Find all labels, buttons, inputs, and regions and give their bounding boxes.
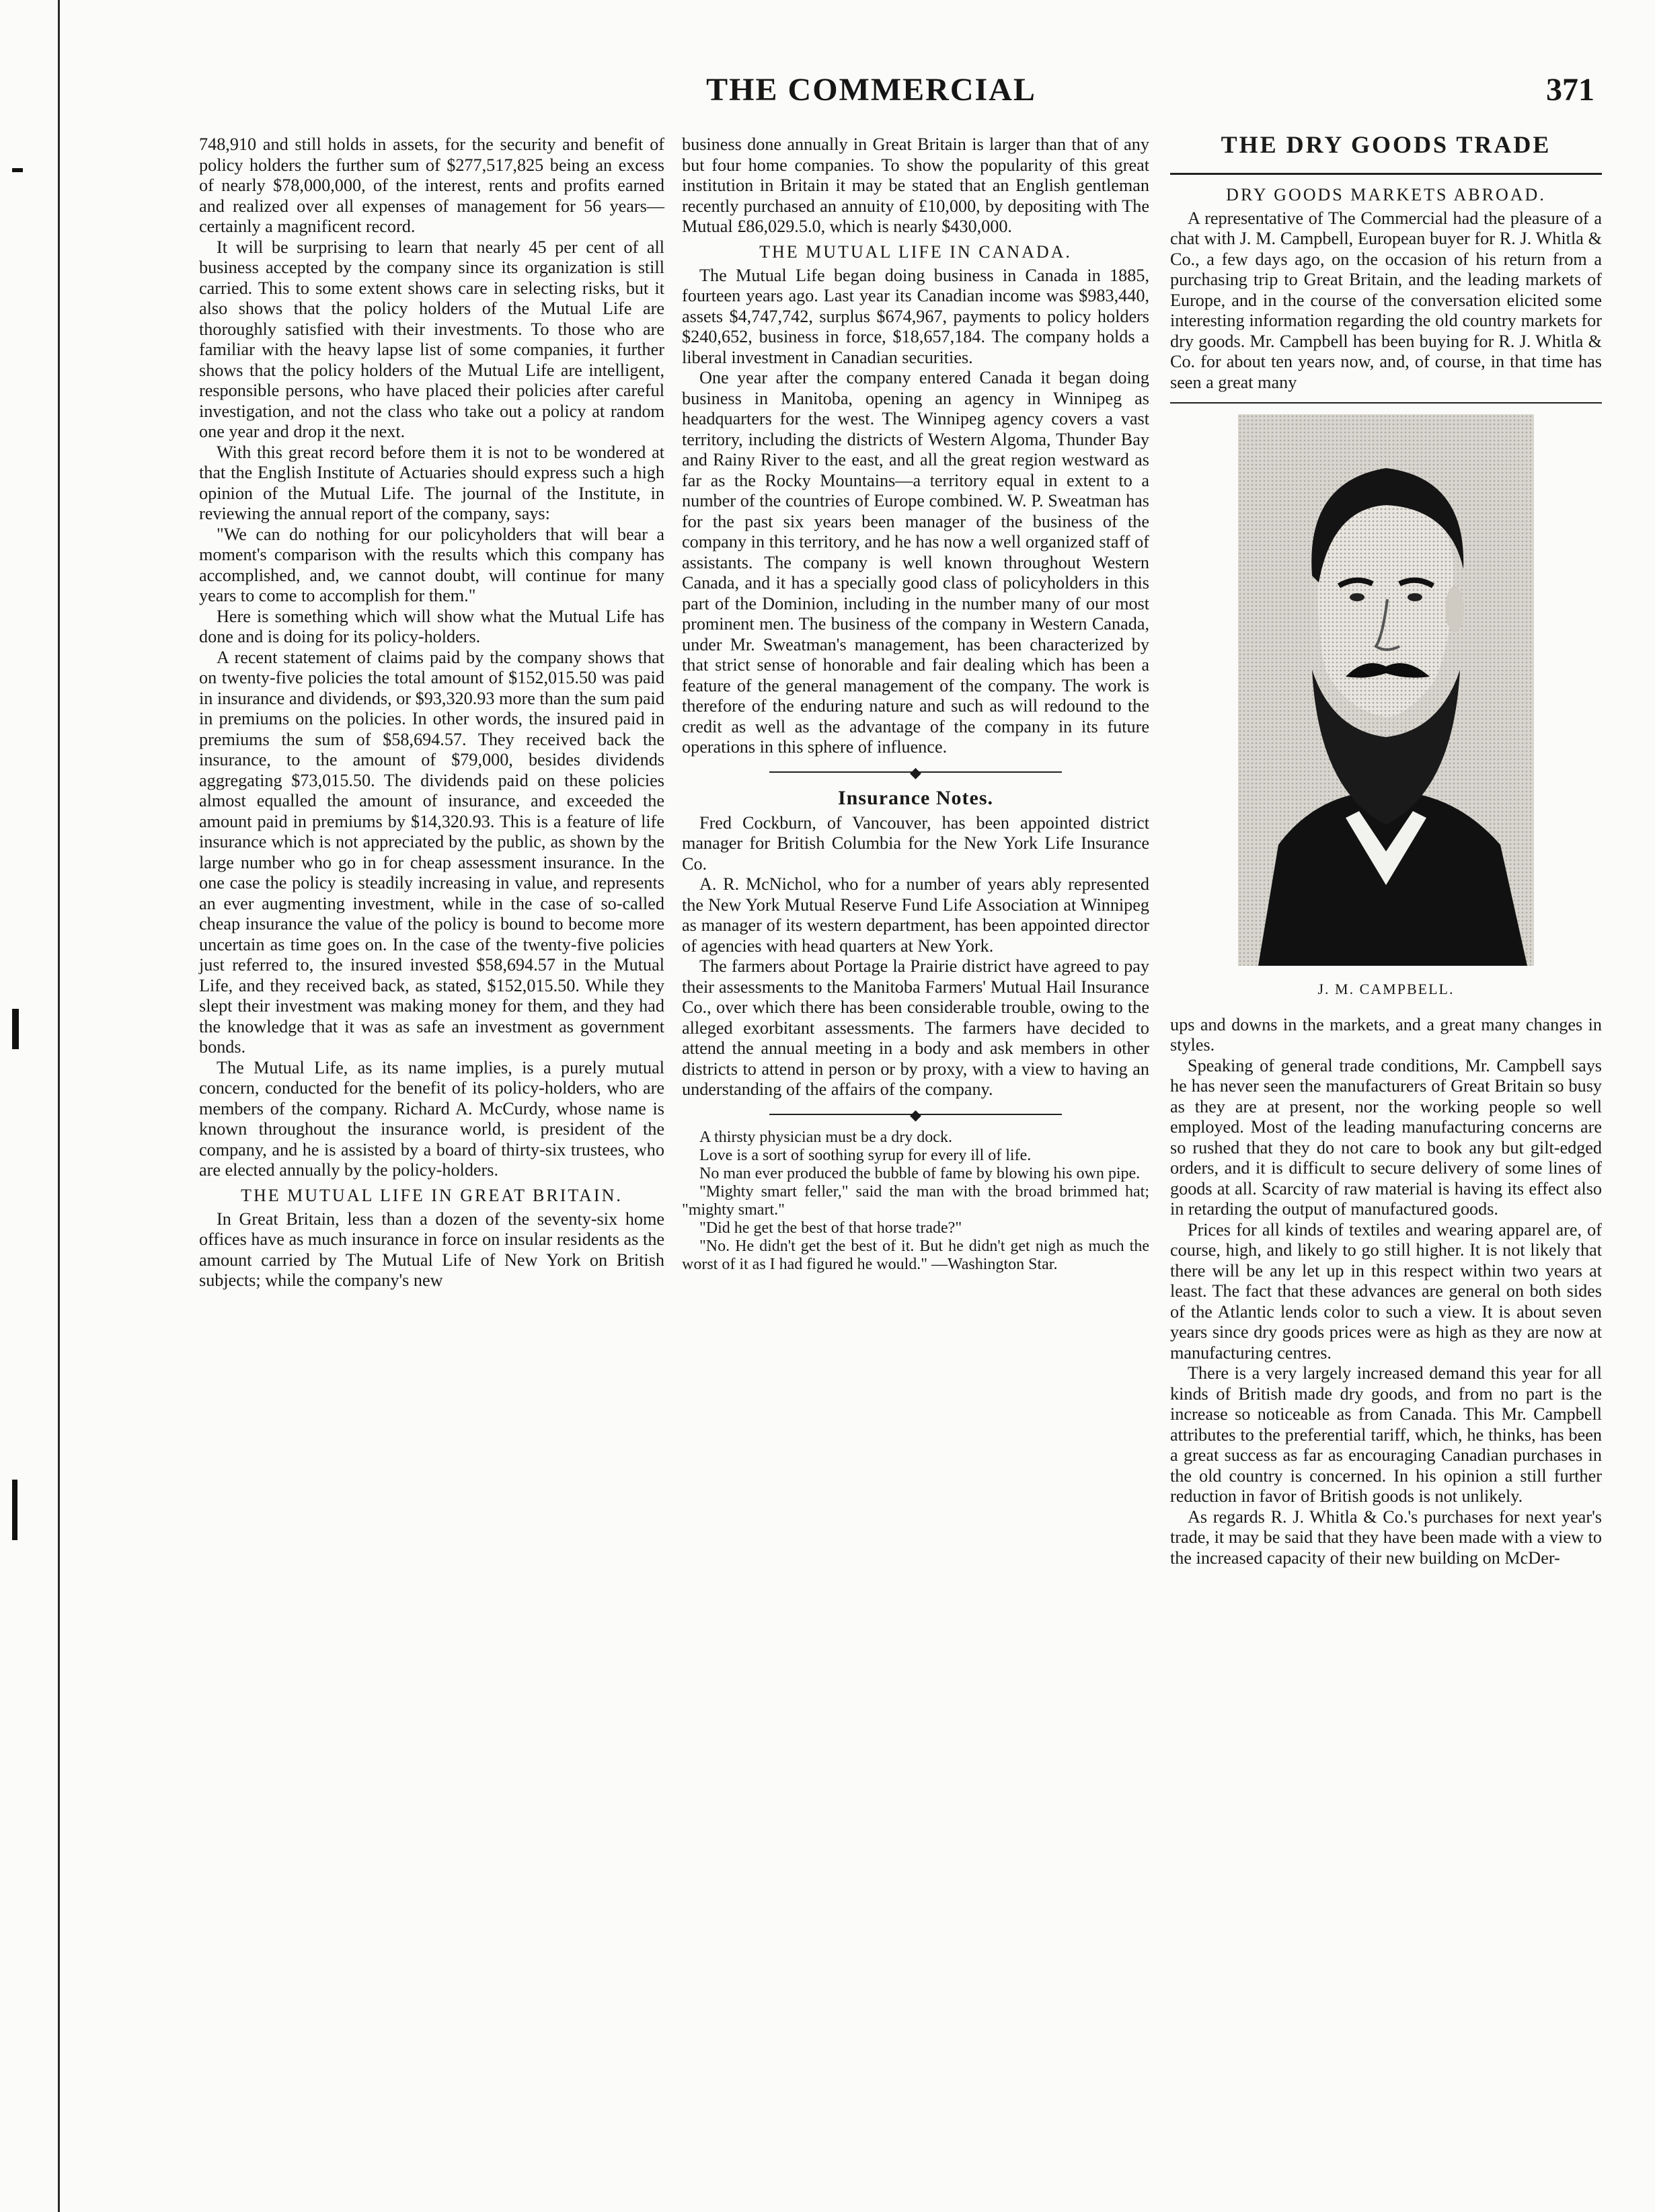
- binding-mark: [12, 1480, 17, 1540]
- paragraph: business done annually in Great Britain is larger than that of any but four home companies. To show the popularity of this great institution in Britain it may be stated that an English gentleman recently purchased an annuity of £10,000, by depositing with The Mutual £86,029.5.0, which is nearly $430,000.: [682, 135, 1149, 236]
- portrait-illustration: [1238, 414, 1534, 966]
- portrait-figure: [1170, 414, 1602, 1000]
- page-number: 371: [1546, 72, 1594, 108]
- divider: [1170, 173, 1602, 175]
- running-title: THE COMMERCIAL: [706, 72, 1036, 108]
- paragraph: With this great record before them it is not to be wondered at that the English Institute of Actuaries should express such a high opinion of the Mutual Life. The journal of the Institute, in reviewing the annual report of the company, says:: [199, 442, 664, 523]
- joke: "No. He didn't get the best of it. But he didn't get nigh as much the worst of it as I had figured he would." —Washington Star.: [682, 1237, 1149, 1273]
- paragraph: Here is something which will show what the Mutual Life has done and is doing for its policy-holders.: [199, 606, 664, 646]
- divider: [1170, 402, 1602, 404]
- section-heading: THE MUTUAL LIFE IN CANADA.: [759, 241, 1072, 262]
- joke: "Did he get the best of that horse trade?": [699, 1219, 962, 1237]
- paragraph: As regards R. J. Whitla & Co.'s purchases for next year's trade, it may be said that they have been made with a view to the increased capacity of their new building on McDer-: [1170, 1507, 1602, 1568]
- portrait-photo: [1238, 414, 1534, 966]
- column-3: [1170, 131, 1602, 1568]
- paragraph: A representative of The Commercial had the pleasure of a chat with J. M. Campbell, European buyer for R. J. Whitla & Co., a few days ago, on the occasion of his return from a purchasing trip to Great Britain, and the leading markets of Europe, and in the course of the conversation elicited some interesting information regarding the old country markets for dry goods. Mr. Campbell has been buying for R. J. Whitla & Co. for about ten years now, and, of course, in that time has seen a great many: [1170, 208, 1602, 392]
- joke: No man ever produced the bubble of fame by blowing his own pipe.: [699, 1164, 1141, 1182]
- paragraph: ups and downs in the markets, and a great many changes in styles.: [1170, 1014, 1602, 1055]
- paragraph: 748,910 and still holds in assets, for the security and benefit of policy holders the further sum of $277,517,825 being an excess of nearly $78,000,000, of the interest, rents and profits earned and realized over all expenses of management for 56 years—certainly a magnificent record.: [199, 135, 664, 236]
- section-title: THE DRY GOODS TRADE: [1221, 131, 1551, 158]
- page-header: [148, 65, 1594, 118]
- column-1: [199, 135, 664, 1291]
- section-heading: DRY GOODS MARKETS ABROAD.: [1226, 184, 1546, 204]
- joke: "Mighty smart feller," said the man with the broad brimmed hat; "mighty smart.": [682, 1182, 1149, 1219]
- paragraph: The Mutual Life, as its name implies, is a purely mutual concern, conducted for the benefit of its policy-holders, who are members of the company. Richard A. McCurdy, whose name is known throughout the insurance world, is president of the company, and he is assisted by a board of thirty-six trustees, who are elected annually by the policy-holders.: [199, 1057, 664, 1180]
- binding-margin: [0, 0, 39, 2212]
- paragraph: In Great Britain, less than a dozen of the seventy-six home offices have as much insurance in force on insular residents as the amount carried by The Mutual Life of New York on British subjects; while the company's new: [199, 1209, 664, 1290]
- binding-rule: [58, 0, 60, 2212]
- paragraph: A recent statement of claims paid by the company shows that on twenty-five policies the total amount of $152,015.50 was paid in insurance and dividends, or $93,320.93 more than the sum paid in premiums on the policies. In other words, the insured paid in premiums the sum of $58,694.57. They received back the insurance, to the amount of $79,000, besides dividends aggregating $73,015.50. The dividends paid on these policies almost equalled the amount of insurance, and exceeded the amount paid in premiums by $14,320.93. This is a feature of life insurance which is not appreciated by the public, as shown by the large number who go in for cheap assessment insurance. In the one case the policy is steadily increasing in value, and represents an ever augmenting investment, while in the case of so-called cheap insurance the value of the policy is bound to become more uncertain as time goes on. In the case of the twenty-five policies just referred to, the insured invested $58,694.57 in the Mutual Life, and they received back, as stated, $152,015.50. While they slept their investment was making money for them, and they had the knowledge that it was as safe an investment as government bonds.: [199, 647, 664, 1057]
- ornamental-divider: [682, 763, 1149, 781]
- paragraph: The Mutual Life began doing business in Canada in 1885, fourteen years ago. Last year its Canadian income was $983,440, assets $4,747,742, surplus $674,967, payments to policy holders $240,652, business in force, $18,657,184. The company holds a liberal investment in Canadian securities.: [682, 265, 1149, 367]
- section-heading: Insurance Notes.: [838, 786, 993, 809]
- paragraph: The farmers about Portage la Prairie district have agreed to pay their assessments to the Manitoba Farmers' Mutual Hail Insurance Co., over which there has been considerable trouble, owing to the alleged exorbitant assessments. The farmers have decided to attend the annual meeting in a body and ask members in other districts to attend in person or by proxy, with a view to having an understanding of the affairs of the company.: [682, 956, 1149, 1099]
- jokes-block: [682, 1129, 1149, 1274]
- paragraph: One year after the company entered Canada it began doing business in Manitoba, opening an agency in Winnipeg as headquarters for the west. The Winnipeg agency covers a vast territory, including the districts of Western Algoma, Thunder Bay and Rainy River to the east, and all the great region westward as far as the Rocky Mountains—a territory equal in extent to a number of the countries of Europe combined. W. P. Sweatman has for the past six years been manager of the business of the company in this territory, and he has now a well organized staff of assistants. The company is well known throughout Western Canada, and it has a specially good class of policyholders in this part of the Dominion, including in the number many of our most prominent men. The business of the company in Western Canada, under Mr. Sweatman's management, has been characterized by that strict sense of honorable and fair dealing which has been a feature of the general management of the company. The work is therefore of the enduring nature and such as will redound to the credit as well as the advantage of the company in its future operations in this sphere of influence.: [682, 368, 1149, 757]
- column-2: [682, 135, 1149, 1274]
- quotation: "We can do nothing for our policyholders that will bear a moment's comparison with the results which this company has accomplished, and, we cannot doubt, will continue for many years to come to accomplish for them.": [199, 524, 664, 605]
- ornamental-divider: [682, 1106, 1149, 1123]
- photo-caption: J. M. CAMPBELL.: [1317, 981, 1455, 997]
- paragraph: There is a very largely increased demand this year for all kinds of British made dry goods, and from no part is the increase so noticeable as from Canada. This Mr. Campbell attributes to the preferential tariff, which, he thinks, has been a great success as far as encouraging Canadian purchases in the old country is concerned. In his opinion a still further reduction in favor of British goods is not unlikely.: [1170, 1363, 1602, 1506]
- section-heading: THE MUTUAL LIFE IN GREAT BRITAIN.: [241, 1185, 623, 1205]
- binding-mark: [12, 1009, 19, 1049]
- paragraph: Prices for all kinds of textiles and wearing apparel are, of course, high, and likely to go still higher. It is not likely that there will be any let up in this respect within two years at least. The fact that these advances are general on both sides of the Atlantic lends color to such a view. It is about seven years since dry goods prices were as high as they are now at manufacturing centres.: [1170, 1219, 1602, 1363]
- paragraph: Fred Cockburn, of Vancouver, has been appointed district manager for British Columbia for the New York Life Insurance Co.: [682, 812, 1149, 874]
- joke: A thirsty physician must be a dry dock.: [699, 1128, 952, 1146]
- paragraph: A. R. McNichol, who for a number of years ably represented the New York Mutual Reserve Fund Life Association at Winnipeg as manager of its western department, has been appointed director of agencies with head quarters at New York.: [682, 874, 1149, 956]
- joke: Love is a sort of soothing syrup for every ill of life.: [699, 1146, 1032, 1164]
- paragraph: Speaking of general trade conditions, Mr. Campbell says he has never seen the manufacturers of Great Britain so busy as they are at present, nor the working people so well employed. Most of the leading manufacturing concerns are so rushed that they do not care to book any but gilt-edged orders, and it is difficult to secure delivery of some lines of goods at all. Scarcity of raw material is having its effect also in retarding the output of manufactured goods.: [1170, 1055, 1602, 1219]
- binding-mark: [12, 168, 23, 172]
- paragraph: It will be surprising to learn that nearly 45 per cent of all business accepted by the company since its organization is still carried. This to some extent shows care in selecting risks, but it also shows that the policy holders of the Mutual Life are thoroughly satisfied with their investments. To those who are familiar with the heavy lapse list of some companies, it further shows that the policy holders of the Mutual Life are intelligent, responsible persons, who have placed their policies after careful investigation, and not the class who take out a policy at random one year and drop it the next.: [199, 237, 664, 441]
